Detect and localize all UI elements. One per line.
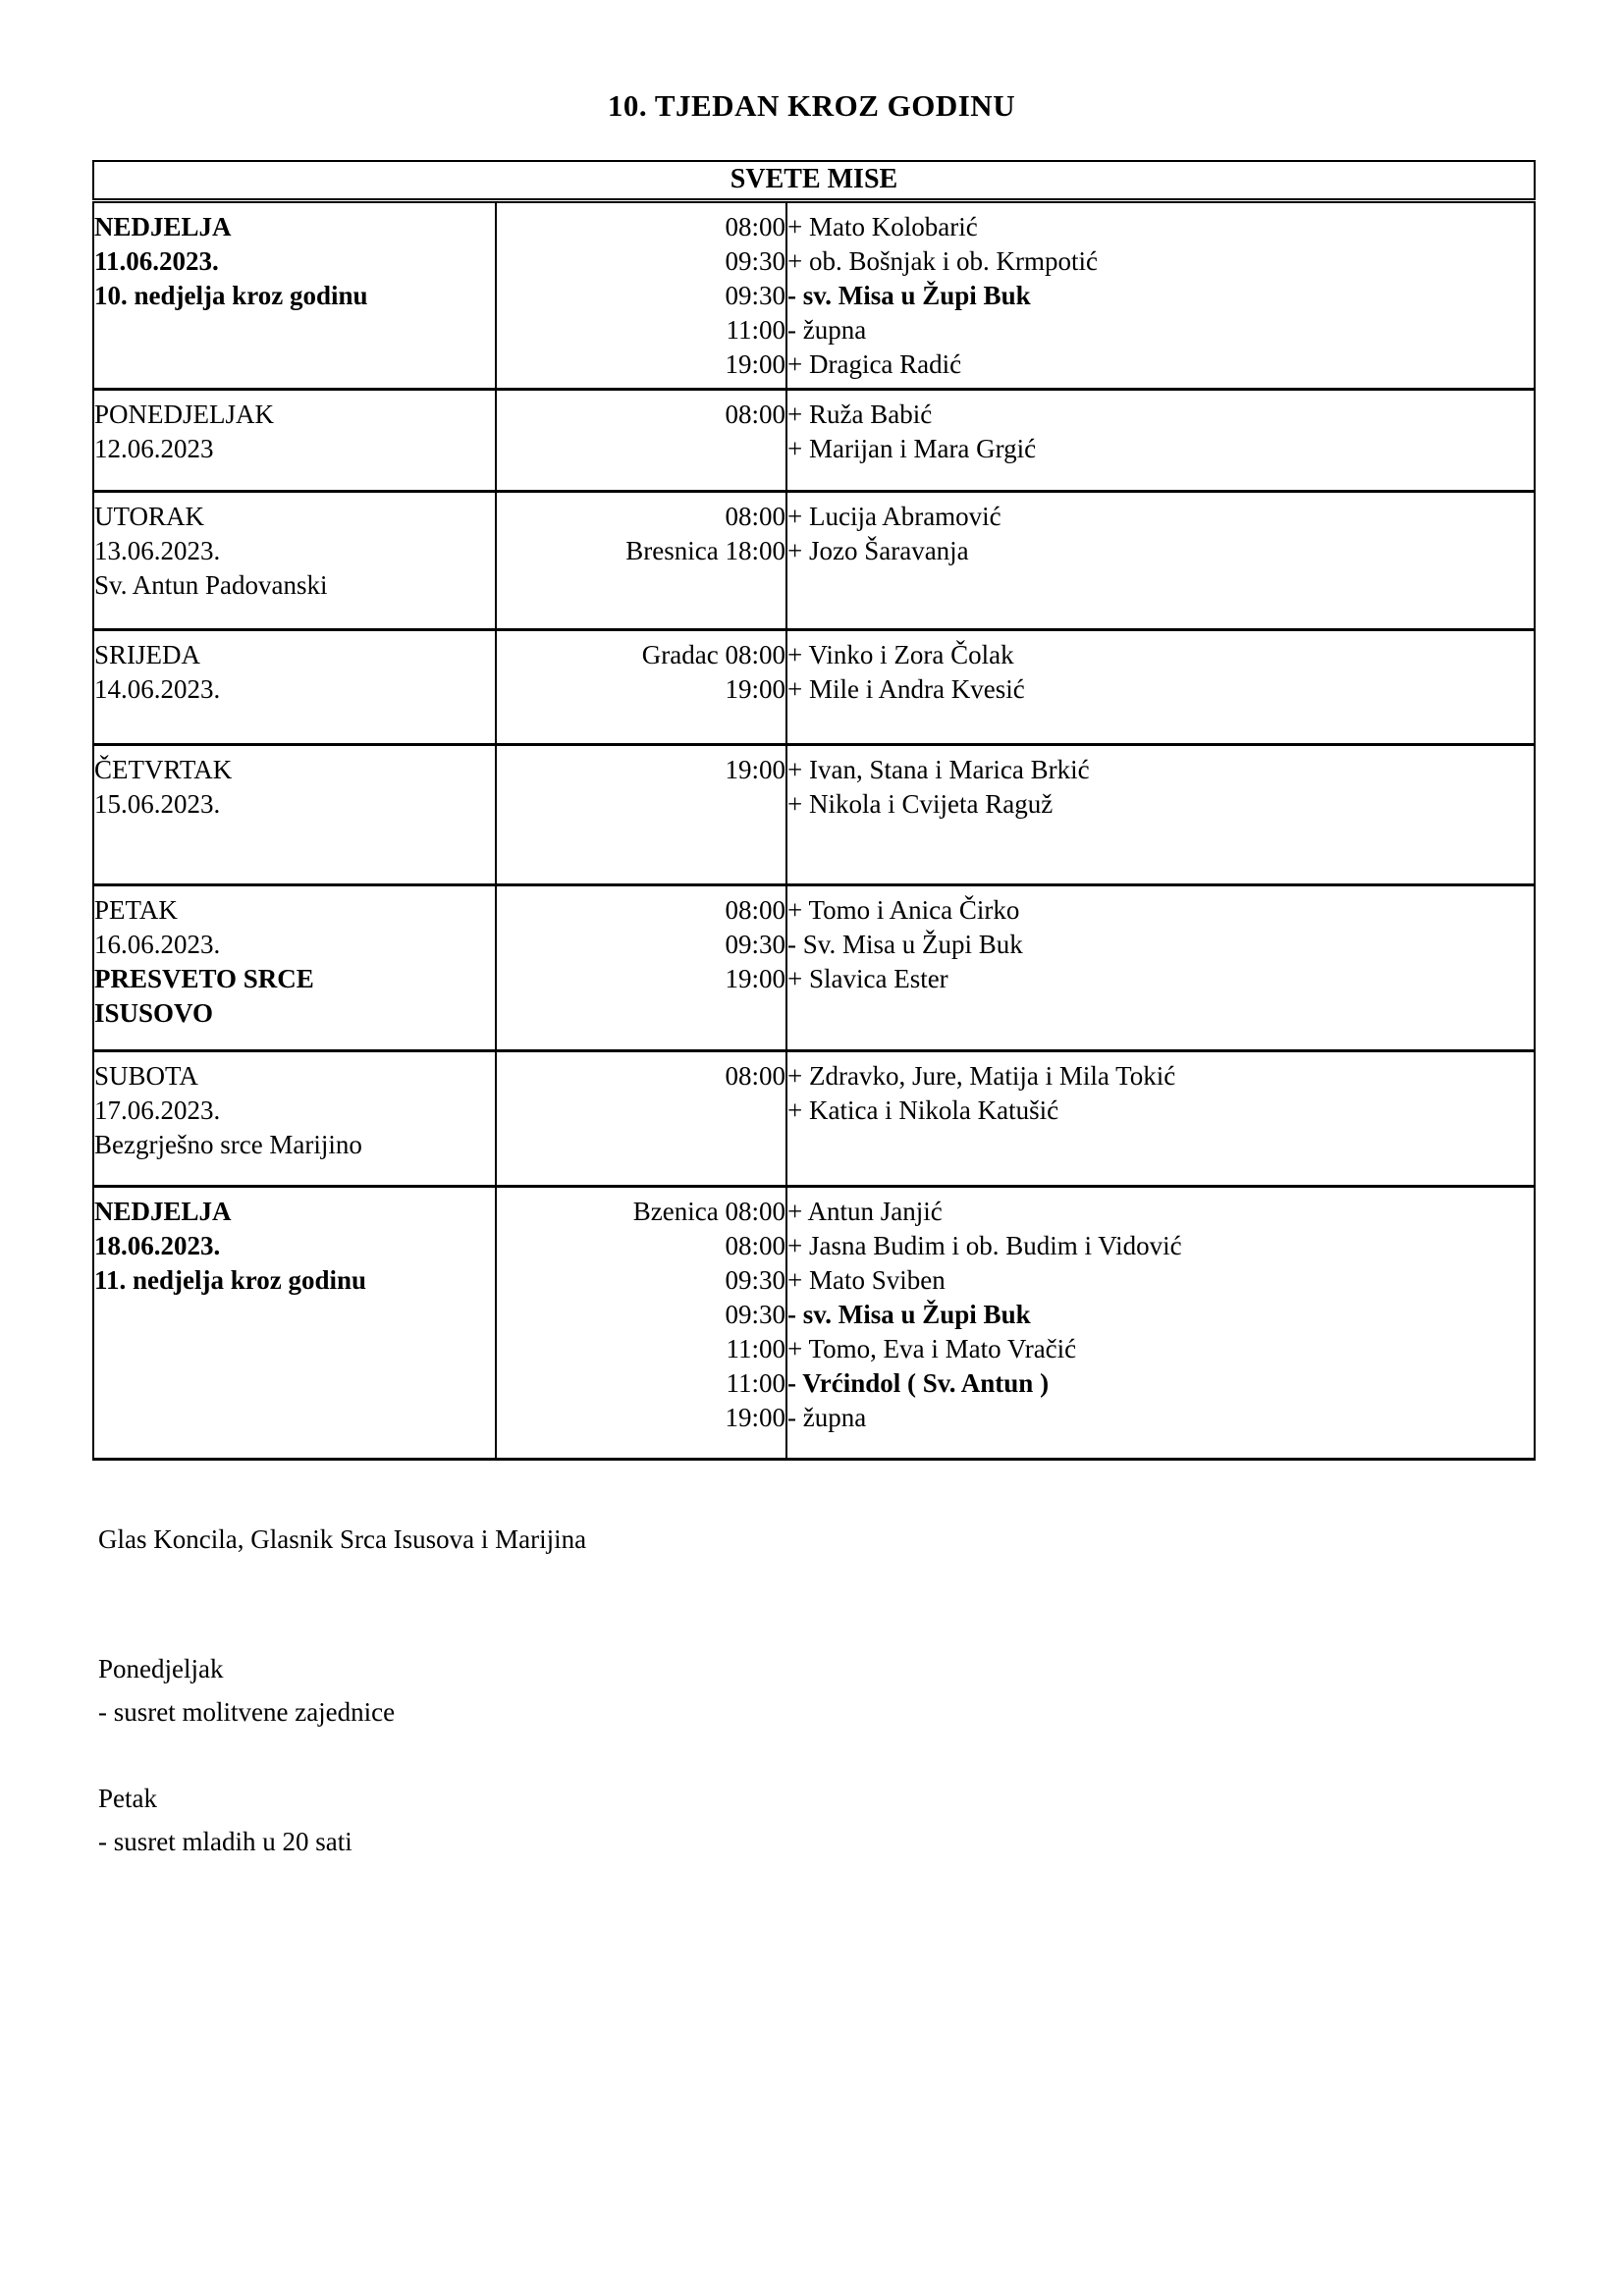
time-line: 09:30 (725, 1300, 785, 1329)
intention-line: + Jozo Šaravanja (787, 536, 969, 565)
day-line: 13.06.2023. (94, 536, 221, 565)
intention-cell (786, 745, 1535, 885)
time-line: 19:00 (725, 1403, 785, 1432)
intention-line: + Ruža Babić (787, 400, 933, 429)
schedule-row (93, 1051, 1535, 1187)
day-cell (93, 630, 496, 745)
day-line: 14.06.2023. (94, 674, 221, 704)
intention-line: + Mato Sviben (787, 1265, 946, 1295)
day-line: 18.06.2023. (94, 1231, 221, 1260)
day-line: PETAK (94, 895, 178, 925)
schedule-row (93, 492, 1535, 630)
time-line: 09:30 (725, 246, 785, 276)
time-line: 11:00 (726, 1334, 785, 1363)
table-header: SVETE MISE (93, 161, 1535, 201)
intention-cell (786, 885, 1535, 1051)
day-line: 11.06.2023. (94, 246, 219, 276)
intention-line: + Marijan i Mara Grgić (787, 434, 1037, 463)
intention-line: + Vinko i Zora Čolak (787, 640, 1014, 669)
time-line: 19:00 (725, 964, 785, 993)
time-cell (496, 390, 786, 492)
time-line: 19:00 (725, 755, 785, 784)
time-line: 08:00 (725, 1061, 785, 1091)
intention-cell (786, 201, 1535, 390)
day-line: PONEDJELJAK (94, 400, 275, 429)
time-line: Gradac 08:00 (641, 640, 785, 669)
time-cell (496, 492, 786, 630)
day-cell (93, 492, 496, 630)
schedule-row (93, 885, 1535, 1051)
day-line: NEDJELJA (94, 1197, 232, 1226)
time-line: 08:00 (725, 502, 785, 531)
footer-section-item: - susret mladih u 20 sati (98, 1827, 352, 1856)
time-line: Bresnica 18:00 (625, 536, 785, 565)
day-line: ČETVRTAK (94, 755, 233, 784)
day-line: ISUSOVO (94, 998, 213, 1028)
time-cell (496, 885, 786, 1051)
day-line: Bezgrješno srce Marijino (94, 1130, 362, 1159)
time-line: 19:00 (725, 349, 785, 379)
time-line: 11:00 (726, 315, 785, 345)
table-header-row (93, 161, 1535, 201)
day-cell (93, 201, 496, 390)
day-cell (93, 1051, 496, 1187)
intention-cell (786, 390, 1535, 492)
intention-cell (786, 630, 1535, 745)
time-line: 08:00 (725, 400, 785, 429)
day-line: 15.06.2023. (94, 789, 221, 819)
intention-line: + Katica i Nikola Katušić (787, 1095, 1059, 1125)
intention-line: - sv. Misa u Župi Buk (787, 281, 1031, 310)
time-line: 19:00 (725, 674, 785, 704)
day-line: NEDJELJA (94, 212, 232, 241)
schedule-row (93, 390, 1535, 492)
intention-cell (786, 492, 1535, 630)
day-line: 11. nedjelja kroz godinu (94, 1265, 367, 1295)
intention-line: - župna (787, 315, 867, 345)
intention-line: + Antun Janjić (787, 1197, 943, 1226)
time-line: Bzenica 08:00 (632, 1197, 785, 1226)
intention-line: + Tomo i Anica Čirko (787, 895, 1020, 925)
intention-line: - Vrćindol ( Sv. Antun ) (787, 1368, 1050, 1398)
day-cell (93, 1187, 496, 1460)
time-line: 08:00 (725, 895, 785, 925)
mass-schedule-table (92, 160, 1536, 1461)
page-title: 10. TJEDAN KROZ GODINU (607, 88, 1016, 123)
day-line: PRESVETO SRCE (94, 964, 314, 993)
footer-section-title: Petak (98, 1784, 157, 1813)
intention-line: + Zdravko, Jure, Matija i Mila Tokić (787, 1061, 1176, 1091)
intention-line: + Mile i Andra Kvesić (787, 674, 1025, 704)
intention-line: + Slavica Ester (787, 964, 948, 993)
time-line: 09:30 (725, 281, 785, 310)
day-line: 12.06.2023 (94, 434, 214, 463)
day-line: SRIJEDA (94, 640, 201, 669)
time-line: 08:00 (725, 1231, 785, 1260)
day-line: UTORAK (94, 502, 205, 531)
time-cell (496, 201, 786, 390)
time-cell (496, 630, 786, 745)
intention-cell (786, 1187, 1535, 1460)
day-cell (93, 885, 496, 1051)
time-cell (496, 745, 786, 885)
time-line: 09:30 (725, 1265, 785, 1295)
intention-line: - sv. Misa u Župi Buk (787, 1300, 1031, 1329)
publications-note: Glas Koncila, Glasnik Srca Isusova i Marijina (98, 1524, 587, 1554)
day-line: 10. nedjelja kroz godinu (94, 281, 368, 310)
day-line: 16.06.2023. (94, 930, 221, 959)
intention-line: + Lucija Abramović (787, 502, 1001, 531)
intention-line: - Sv. Misa u Župi Buk (787, 930, 1023, 959)
intention-line: + Jasna Budim i ob. Budim i Vidović (787, 1231, 1182, 1260)
day-cell (93, 390, 496, 492)
day-cell (93, 745, 496, 885)
schedule-row (93, 630, 1535, 745)
footer-section-friday (98, 1777, 352, 1863)
time-line: 09:30 (725, 930, 785, 959)
intention-line: + Tomo, Eva i Mato Vračić (787, 1334, 1077, 1363)
schedule-row (93, 201, 1535, 390)
time-cell (496, 1051, 786, 1187)
time-line: 08:00 (725, 212, 785, 241)
intention-line: + Mato Kolobarić (787, 212, 978, 241)
schedule-row (93, 1187, 1535, 1460)
day-line: 17.06.2023. (94, 1095, 221, 1125)
time-cell (496, 1187, 786, 1460)
footer-section-monday (98, 1647, 395, 1734)
intention-line: - župna (787, 1403, 867, 1432)
day-line: Sv. Antun Padovanski (94, 570, 328, 600)
intention-line: + ob. Bošnjak i ob. Krmpotić (787, 246, 1098, 276)
intention-line: + Nikola i Cvijeta Raguž (787, 789, 1054, 819)
schedule-row (93, 745, 1535, 885)
intention-cell (786, 1051, 1535, 1187)
footer-section-item: - susret molitvene zajednice (98, 1697, 396, 1727)
intention-line: + Ivan, Stana i Marica Brkić (787, 755, 1090, 784)
day-line: SUBOTA (94, 1061, 198, 1091)
time-line: 11:00 (726, 1368, 785, 1398)
intention-line: + Dragica Radić (787, 349, 962, 379)
footer-section-title: Ponedjeljak (98, 1654, 224, 1683)
